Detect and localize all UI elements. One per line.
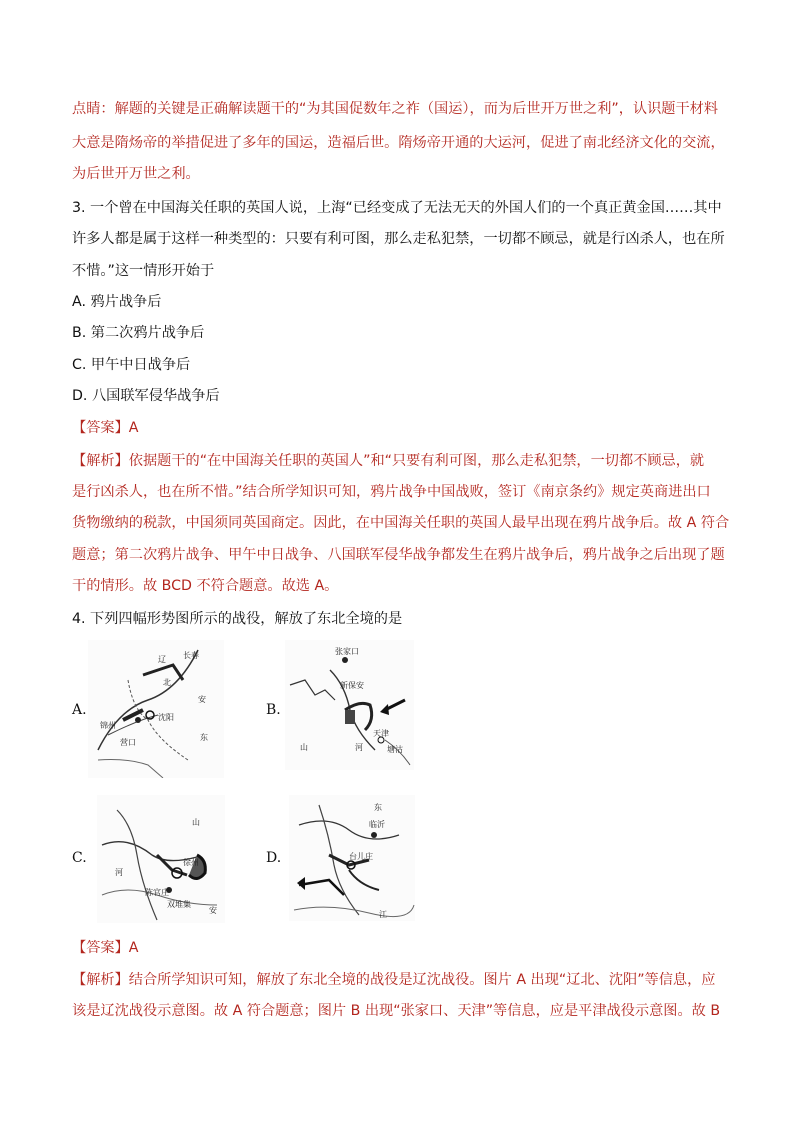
map-figure-b (285, 640, 414, 770)
place-label: 天津 (373, 729, 389, 738)
place-label: 沈阳 (158, 713, 174, 722)
q4-stem: 4. 下列四幅形势图所示的战役，解放了东北全境的是 (72, 611, 403, 627)
q3-analysis-line-2: 是行凶杀人，也在所不惜。”结合所学知识可知，鸦片战争中国战败，签订《南京条约》规定英商进出口 (72, 484, 711, 500)
figure-a-label: A. (72, 702, 87, 718)
q3-stem-line-2: 许多人都是属于这样一种类型的：只要有利可图，那么走私犯禁，一切都不顾忌，就是行凶杀人，也在所 (72, 231, 725, 247)
dianjing-line-1: 点睛：解题的关键是正确解读题干的“为其国促数年之祚（国运），而为后世开万世之利”，认识题干材料 (72, 101, 719, 117)
place-label: 张家口 (335, 647, 359, 656)
q3-answer: 【答案】A (72, 420, 139, 436)
place-label: 北 (163, 678, 171, 687)
place-label: 山 (300, 743, 308, 752)
q4-analysis-line-2: 该是辽沈战役示意图。故 A 符合题意；图片 B 出现“张家口、天津”等信息，应是平津战役示意图。故 B (72, 1003, 721, 1019)
place-label: 河 (115, 868, 123, 877)
q3-option-c: C. 甲午中日战争后 (72, 357, 191, 373)
q3-analysis-line-1: 【解析】依据题干的“在中国海关任职的英国人”和“只要有利可图，那么走私犯禁，一切都不顾忌，就 (72, 453, 705, 469)
place-label: 东 (374, 803, 382, 812)
figure-b-label: B. (266, 702, 281, 718)
q3-option-b: B. 第二次鸦片战争后 (72, 325, 205, 341)
place-label: 山 (192, 818, 200, 827)
place-label: 新保安 (340, 681, 364, 690)
dianjing-line-2: 大意是隋炀帝的举措促进了多年的国运，造福后世。隋炀帝开通的大运河，促进了南北经济文化的交流， (72, 135, 725, 151)
place-label: 营口 (120, 738, 136, 747)
figure-d-label: D. (266, 850, 282, 866)
place-label: 塘沽 (387, 745, 403, 754)
q3-analysis-line-3: 货物缴纳的税款，中国须同英国商定。因此，在中国海关任职的英国人最早出现在鸦片战争后。故 A 符合 (72, 515, 730, 531)
q3-option-a: A. 鸦片战争后 (72, 294, 162, 310)
map-figure-c (97, 795, 225, 923)
place-label: 长春 (183, 651, 199, 660)
map-figure-d (289, 795, 415, 921)
place-label: 安 (198, 695, 206, 704)
place-label: 台儿庄 (349, 852, 373, 861)
map-figure-a (88, 640, 224, 778)
q4-analysis-line-1: 【解析】结合所学知识可知，解放了东北全境的战役是辽沈战役。图片 A 出现“辽北、沈阳”等信息，应 (72, 972, 716, 988)
place-label: 临沂 (369, 820, 385, 829)
place-label: 双堆集 (167, 900, 191, 909)
q3-analysis-line-5: 干的情形。故 BCD 不符合题意。故选 A。 (72, 578, 339, 594)
place-label: 锦州 (100, 721, 116, 730)
dianjing-line-3: 为后世开万世之利。 (72, 166, 200, 182)
place-label: 安 (209, 906, 217, 915)
figure-c-label: C. (72, 850, 87, 866)
place-label: 江 (379, 910, 387, 919)
place-label: 河 (355, 743, 363, 752)
q3-stem-line-1: 3. 一个曾在中国海关任职的英国人说，上海“已经变成了无法无天的外国人们的一个真正黄金国……其中 (72, 200, 722, 216)
place-label: 东 (200, 733, 208, 742)
q3-analysis-line-4: 题意；第二次鸦片战争、甲午中日战争、八国联军侵华战争都发生在鸦片战争后，鸦片战争之后出现了题 (72, 547, 725, 563)
q3-stem-line-3: 不惜。”这一情形开始于 (72, 263, 215, 279)
place-label: 陈官庄 (145, 888, 169, 897)
q4-answer: 【答案】A (72, 940, 139, 956)
place-label: 徐州 (183, 858, 199, 867)
place-label: 辽 (158, 655, 166, 664)
q3-option-d: D. 八国联军侵华战争后 (72, 388, 220, 404)
